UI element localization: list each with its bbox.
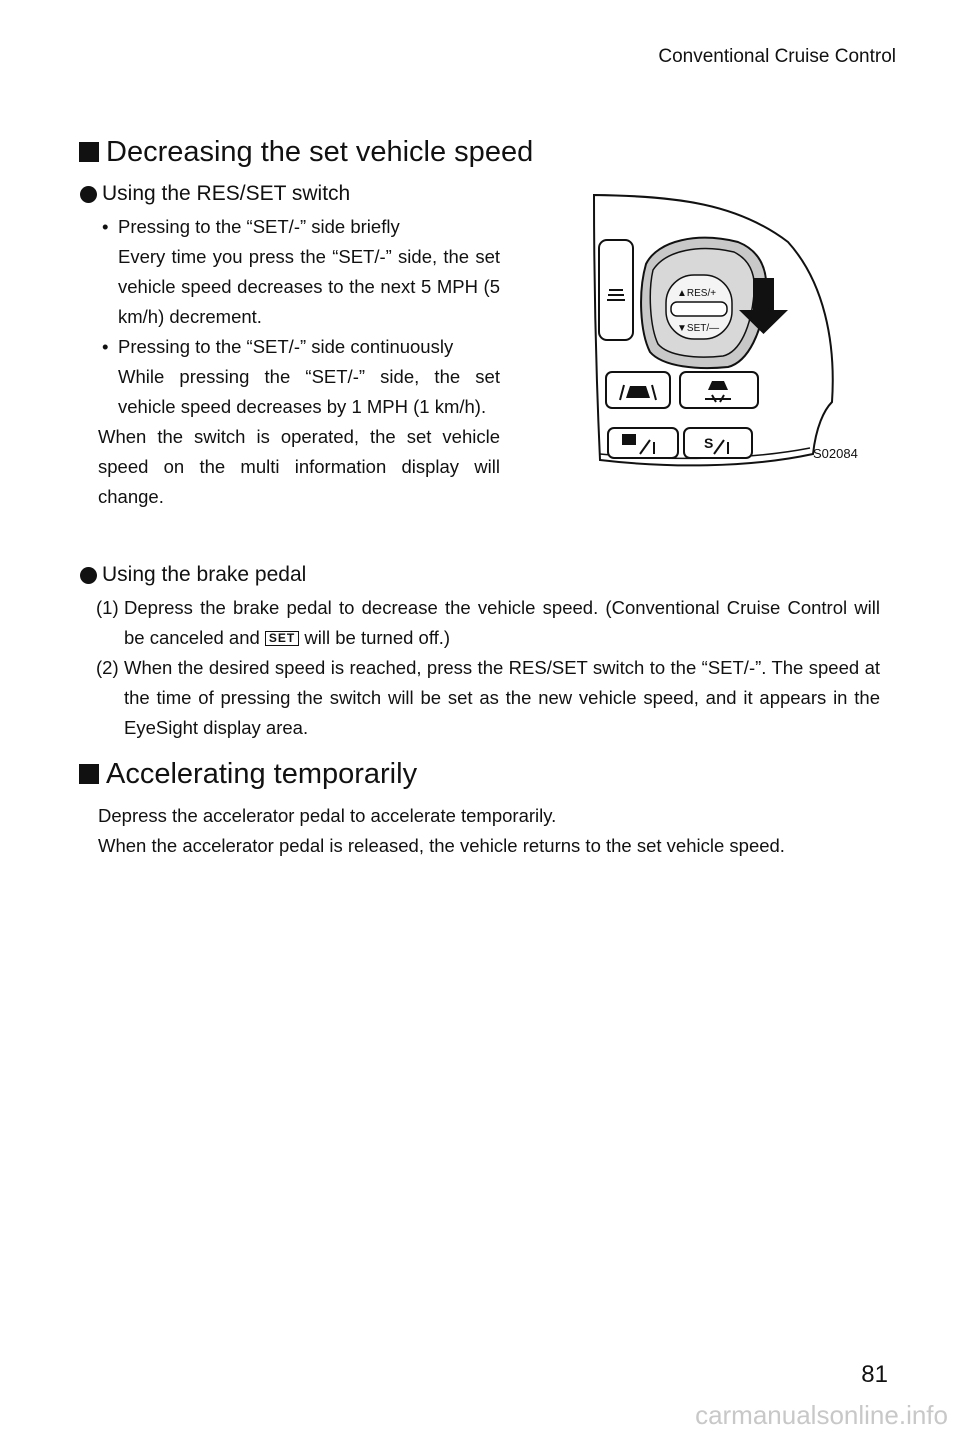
display-note: When the switch is operated, the set vehicle speed on the multi information display will change. bbox=[98, 426, 500, 507]
figure-code: S02084 bbox=[813, 446, 858, 461]
subheading-text: Using the brake pedal bbox=[102, 563, 307, 586]
bullet-label: Pressing to the “SET/-” side briefly bbox=[118, 216, 400, 237]
res-label: ▲RES/+ bbox=[677, 288, 717, 299]
set-label: ▼SET/— bbox=[677, 323, 720, 334]
dot-bullet-icon: • bbox=[102, 216, 109, 237]
step-text: When the desired speed is reached, press the RES/SET switch to the “SET/-”. The speed at the time of pressing the switch will be set as the new vehicle speed, and it appears in the EyeSight display area. bbox=[124, 657, 880, 738]
step-text: Depress the brake pedal to decrease the vehicle speed. (Conventional Cruise Control will be canceled and bbox=[124, 597, 880, 648]
accelerating-line-1: Depress the accelerator pedal to accelerate temporarily. bbox=[98, 805, 557, 826]
watermark: carmanualsonline.info bbox=[695, 1400, 948, 1430]
section-heading-decreasing bbox=[79, 135, 533, 169]
res-set-body bbox=[98, 212, 500, 512]
accelerating-line-2: When the accelerator pedal is released, the vehicle returns to the set vehicle speed. bbox=[98, 835, 785, 856]
section-heading-text: Decreasing the set vehicle speed bbox=[106, 136, 534, 168]
bullet-continuously bbox=[98, 332, 500, 362]
step-number: (1) bbox=[96, 597, 119, 618]
step-number: (2) bbox=[96, 657, 119, 678]
page-number: 81 bbox=[861, 1361, 888, 1388]
accelerating-body bbox=[98, 801, 878, 861]
subheading-text: Using the RES/SET switch bbox=[102, 182, 351, 205]
bullet-label: Pressing to the “SET/-” side continuously bbox=[118, 336, 454, 357]
speed-sign-button bbox=[608, 428, 678, 458]
speed-button bbox=[684, 428, 752, 458]
step-2 bbox=[96, 653, 880, 743]
square-bullet-icon bbox=[79, 142, 99, 162]
svg-text:S: S bbox=[704, 435, 714, 451]
step-1 bbox=[96, 593, 880, 653]
circle-bullet-icon bbox=[80, 186, 97, 203]
switch-figure bbox=[588, 192, 893, 472]
dot-bullet-icon: • bbox=[102, 336, 109, 357]
step-text-end: will be turned off.) bbox=[304, 627, 451, 648]
square-bullet-icon bbox=[79, 764, 99, 784]
circle-bullet-icon bbox=[80, 567, 97, 584]
section-heading-text: Accelerating temporarily bbox=[106, 758, 418, 790]
brake-steps bbox=[96, 593, 880, 743]
res-set-center bbox=[671, 302, 727, 316]
set-indicator-icon: SET bbox=[265, 631, 299, 646]
bullet-text: While pressing the “SET/-” side, the set vehicle speed decreases by 1 MPH (1 km/h). bbox=[118, 366, 500, 417]
bullet-text: Every time you press the “SET/-” side, the set vehicle speed decreases to the next 5 MPH (5 km/h) decrement. bbox=[118, 246, 500, 327]
bullet-briefly bbox=[98, 212, 500, 242]
subheading-brake-pedal bbox=[80, 562, 306, 588]
subheading-res-set bbox=[80, 181, 350, 207]
running-header: Conventional Cruise Control bbox=[658, 46, 896, 67]
steering-wheel-switch-illustration bbox=[588, 192, 893, 472]
section-heading-accelerating bbox=[79, 757, 417, 791]
